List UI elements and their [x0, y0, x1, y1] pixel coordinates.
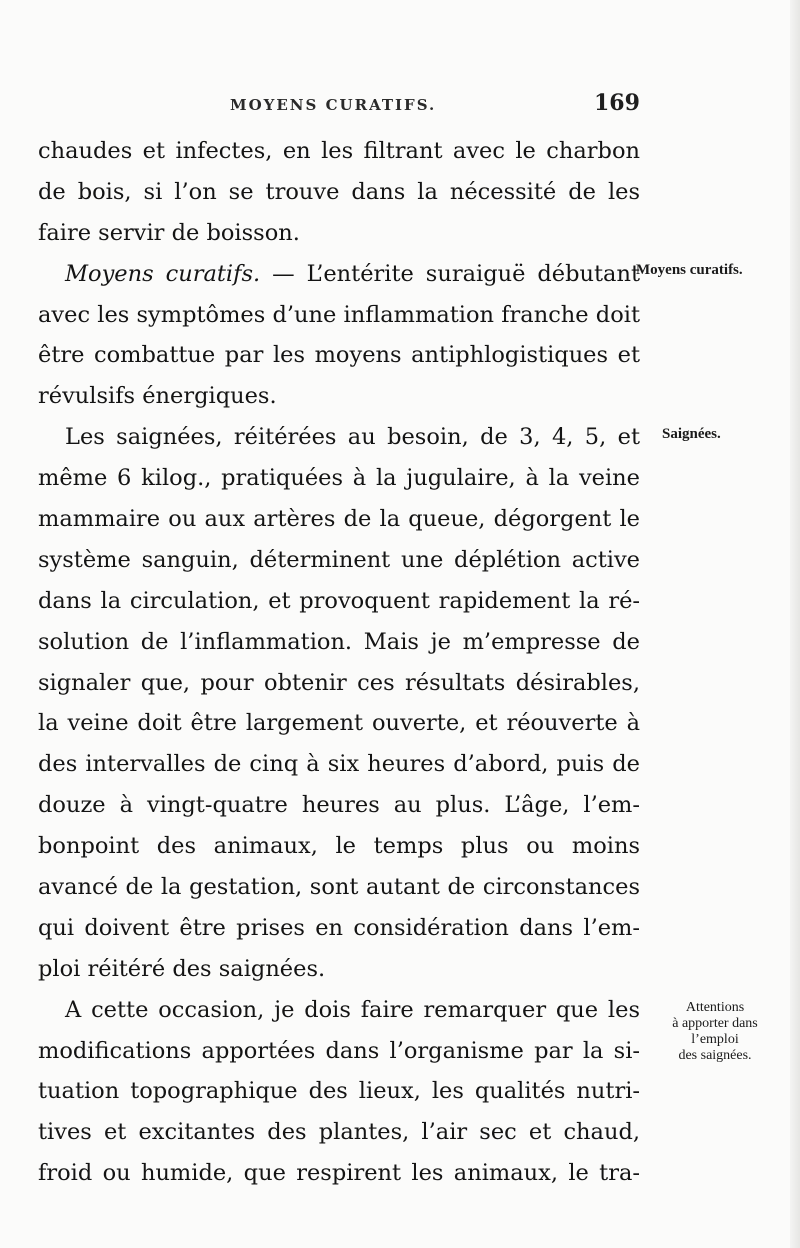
text-line: [38, 254, 640, 295]
text-line: des intervalles de cinq à six heures d’abord, puis de: [38, 751, 640, 778]
margin-note-line: Attentions: [685, 1000, 745, 1015]
margin-note-line: des saignées.: [678, 1048, 752, 1063]
text-line-rest: L’entérite suraiguë débutant: [306, 260, 640, 287]
text-line: douze à vingt-quatre heures au plus. L’âge, l’em-: [38, 792, 640, 819]
text-line: mammaire ou aux artères de la queue, dégorgent le: [38, 506, 640, 533]
margin-note-line: à apporter dans: [672, 1016, 758, 1031]
text-line: signaler que, pour obtenir ces résultats désirables,: [38, 669, 640, 696]
text-line: dans la circulation, et provoquent rapidement la ré-: [38, 587, 640, 614]
text-line: froid ou humide, que respirent les animaux, le tra-: [38, 1160, 640, 1187]
body-text: [38, 131, 640, 1194]
text-line: Les saignées, réitérées au besoin, de 3, 4, 5, et: [65, 424, 640, 451]
section-heading-italic: Moyens curatifs.: [65, 260, 261, 287]
page-number: 169: [594, 90, 640, 116]
text-line: solution de l’inflammation. Mais je m’empresse de: [38, 628, 640, 655]
text-line: bonpoint des animaux, le temps plus ou moins: [38, 833, 640, 860]
text-line: système sanguin, déterminent une déplétion active: [38, 546, 640, 573]
text-line: la veine doit être largement ouverte, et réouverte à: [38, 710, 640, 737]
text-line: révulsifs énergiques.: [38, 383, 277, 410]
text-line: qui doivent être prises en considération dans l’em-: [38, 914, 640, 941]
text-line: avancé de la gestation, sont autant de circonstances: [38, 874, 640, 901]
text-line: de bois, si l’on se trouve dans la nécessité de les: [38, 178, 640, 205]
text-line: tuation topographique des lieux, les qualités nutri-: [38, 1078, 640, 1105]
text-line: modifications apportées dans l’organisme par la si-: [38, 1037, 640, 1064]
text-line: chaudes et infectes, en les filtrant avec le charbon: [38, 138, 640, 164]
page-edge: [790, 0, 800, 1248]
margin-note-moyens-curatifs: Moyens curatifs.: [636, 262, 743, 278]
text-line: faire servir de boisson.: [38, 219, 300, 246]
text-line: A cette occasion, je dois faire remarquer que les: [65, 996, 640, 1023]
text-line: tives et excitantes des plantes, l’air sec et chaud,: [38, 1119, 640, 1146]
margin-note-line: l’emploi: [691, 1032, 739, 1047]
text-line: ploi réitéré des saignées.: [38, 955, 326, 982]
margin-note-attentions: [640, 1000, 790, 1064]
margin-note-saignees: Saignées.: [662, 426, 721, 442]
text-line: avec les symptômes d’une inflammation franche doit: [38, 301, 640, 328]
text-line: même 6 kilog., pratiquées à la jugulaire, à la veine: [38, 465, 640, 492]
running-head: MOYENS CURATIFS.: [230, 96, 437, 114]
heading-dash: —: [260, 260, 307, 287]
text-line: être combattue par les moyens antiphlogistiques et: [38, 342, 640, 369]
